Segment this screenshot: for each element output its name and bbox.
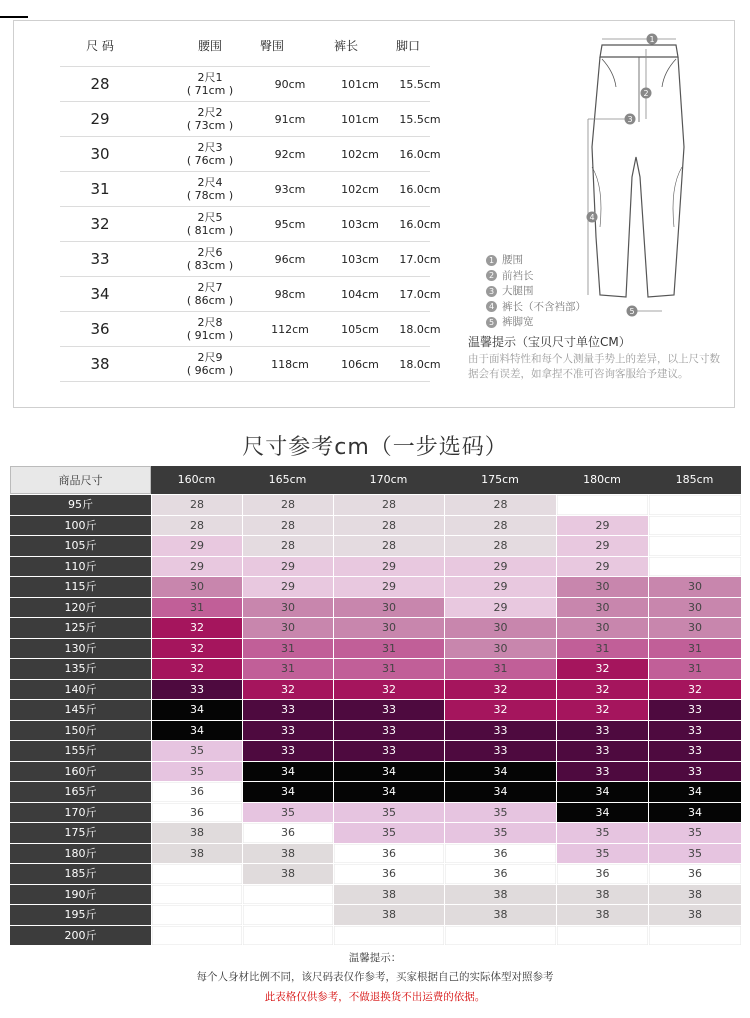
header-hem: 脚口 bbox=[395, 39, 420, 53]
size-cell: 35 bbox=[557, 844, 648, 864]
svg-text:2: 2 bbox=[643, 89, 649, 98]
size-cell: 34 bbox=[152, 721, 242, 741]
hip-cell: 95cm bbox=[274, 218, 306, 231]
weight-row bbox=[10, 762, 740, 783]
size-cell: 31 bbox=[334, 639, 444, 659]
svg-text:4: 4 bbox=[589, 213, 595, 222]
waist-cm: ( 76cm ) bbox=[186, 154, 234, 167]
waist-chi: 2尺3 bbox=[197, 141, 223, 154]
footer-disclaimer: 此表格仅供参考，不做退换货不出运费的依据。 bbox=[264, 991, 486, 1003]
size-cell: 28 bbox=[445, 495, 556, 515]
weight-label: 180斤 bbox=[10, 844, 151, 864]
size-cell: 34 bbox=[649, 782, 741, 802]
size-cell bbox=[152, 864, 242, 884]
header-size: 尺 码 bbox=[86, 39, 114, 53]
size-cell: 32 bbox=[445, 700, 556, 720]
size-cell: 35 bbox=[243, 803, 333, 823]
waist-cm: ( 78cm ) bbox=[186, 189, 234, 202]
hem-cell: 15.5cm bbox=[399, 113, 441, 126]
weight-label: 150斤 bbox=[10, 721, 151, 741]
size-cell: 29 bbox=[557, 536, 648, 556]
size-cell: 31 bbox=[334, 659, 444, 679]
weight-row bbox=[10, 885, 740, 906]
size-cell bbox=[152, 885, 242, 905]
size-cell bbox=[649, 495, 741, 515]
waist-cell bbox=[170, 351, 250, 377]
size-cell: 30 bbox=[649, 577, 741, 597]
size-cell: 33 bbox=[334, 721, 444, 741]
size-cell: 35 bbox=[445, 823, 556, 843]
size-cell: 33 bbox=[557, 762, 648, 782]
size-cell: 34 bbox=[649, 803, 741, 823]
size-cell bbox=[649, 516, 741, 536]
height-column-header: 180cm bbox=[556, 466, 648, 494]
reference-title: 尺寸参考cm（一步选码） bbox=[242, 435, 508, 460]
hip-cell: 91cm bbox=[274, 113, 306, 126]
waist-cm: ( 96cm ) bbox=[186, 364, 234, 377]
size-table-header bbox=[60, 31, 430, 67]
size-table-row bbox=[60, 137, 441, 172]
size-cell: 29 bbox=[445, 598, 556, 618]
size-cell: 28 bbox=[334, 516, 444, 536]
weight-row bbox=[10, 536, 740, 557]
size-cell: 29 bbox=[152, 536, 242, 556]
weight-row bbox=[10, 803, 740, 824]
weight-label: 135斤 bbox=[10, 659, 151, 679]
waist-cell bbox=[170, 316, 250, 342]
size-cell: 29 bbox=[334, 577, 444, 597]
weight-label: 140斤 bbox=[10, 680, 151, 700]
size-cell: 32 bbox=[557, 680, 648, 700]
size-cell: 38 bbox=[243, 864, 333, 884]
weight-row bbox=[10, 557, 740, 578]
size-cell bbox=[152, 905, 242, 925]
hem-cell: 18.0cm bbox=[399, 358, 441, 371]
size-cell: 30 bbox=[334, 618, 444, 638]
legend-item: 4 裤长（不含裆部） bbox=[486, 300, 586, 316]
tip-title: 温馨提示（宝贝尺寸单位CM） bbox=[468, 335, 631, 349]
size-cell: 32 bbox=[152, 618, 242, 638]
size-table-row bbox=[60, 242, 441, 277]
size-cell bbox=[334, 926, 444, 946]
footer-tip-title: 温馨提示： bbox=[348, 952, 402, 964]
tip-body: 由于面料特性和每个人测量手势上的差异，以上尺寸数据会有误差，如拿捏不准可咨询客服给予建议。 bbox=[468, 353, 720, 380]
length-cell: 101cm bbox=[341, 113, 379, 126]
length-cell: 102cm bbox=[341, 183, 379, 196]
size-chart-panel bbox=[13, 20, 735, 408]
weight-label: 190斤 bbox=[10, 885, 151, 905]
size-cell: 31 bbox=[152, 598, 242, 618]
size-cell: 33 bbox=[243, 741, 333, 761]
size-cell: 31 bbox=[649, 639, 741, 659]
weight-label: 175斤 bbox=[10, 823, 151, 843]
divider bbox=[60, 381, 430, 382]
size-cell bbox=[649, 536, 741, 556]
size-table-row bbox=[60, 347, 441, 382]
weight-row bbox=[10, 864, 740, 885]
size-cell: 29 bbox=[334, 557, 444, 577]
length-cell: 103cm bbox=[341, 253, 379, 266]
waist-cm: ( 73cm ) bbox=[186, 119, 234, 132]
waist-chi: 2尺5 bbox=[197, 211, 223, 224]
waist-chi: 2尺1 bbox=[197, 71, 223, 84]
size-cell bbox=[243, 926, 333, 946]
waist-cm: ( 91cm ) bbox=[186, 329, 234, 342]
size-cell: 36 bbox=[445, 864, 556, 884]
size-table-row bbox=[60, 102, 441, 137]
size-cell bbox=[152, 926, 242, 946]
weight-row bbox=[10, 700, 740, 721]
size-cell: 36 bbox=[152, 803, 242, 823]
legend-item: 3 大腿围 bbox=[486, 284, 586, 300]
length-cell: 103cm bbox=[341, 218, 379, 231]
waist-cell bbox=[170, 281, 250, 307]
size-cell: 33 bbox=[243, 721, 333, 741]
hem-cell: 16.0cm bbox=[399, 183, 441, 196]
weight-row bbox=[10, 618, 740, 639]
size-cell: 38 bbox=[445, 885, 556, 905]
size-cell: 34 bbox=[152, 700, 242, 720]
size-cell bbox=[649, 926, 741, 946]
weight-row bbox=[10, 659, 740, 680]
size-cell: 33 bbox=[649, 700, 741, 720]
size-cell: 38 bbox=[152, 823, 242, 843]
size-cell: 32 bbox=[445, 680, 556, 700]
size-cell: 34 bbox=[90, 285, 110, 303]
size-cell: 29 bbox=[557, 516, 648, 536]
size-cell: 28 bbox=[243, 495, 333, 515]
size-cell: 33 bbox=[243, 700, 333, 720]
size-cell: 33 bbox=[152, 680, 242, 700]
size-table-row bbox=[60, 277, 441, 312]
waist-chi: 2尺6 bbox=[197, 246, 223, 259]
length-cell: 101cm bbox=[341, 78, 379, 91]
weight-row bbox=[10, 905, 740, 926]
pants-diagram bbox=[574, 27, 694, 327]
size-cell: 38 bbox=[152, 844, 242, 864]
size-cell: 28 bbox=[334, 536, 444, 556]
size-cell: 30 bbox=[445, 639, 556, 659]
size-cell: 36 bbox=[152, 782, 242, 802]
size-cell bbox=[243, 885, 333, 905]
waist-cell bbox=[170, 176, 250, 202]
weight-row bbox=[10, 926, 740, 947]
hem-cell: 15.5cm bbox=[399, 78, 441, 91]
weight-row bbox=[10, 495, 740, 516]
svg-text:3: 3 bbox=[627, 115, 633, 124]
hip-cell: 98cm bbox=[274, 288, 306, 301]
weight-label: 130斤 bbox=[10, 639, 151, 659]
legend-item: 2 前裆长 bbox=[486, 269, 586, 285]
size-cell: 29 bbox=[445, 557, 556, 577]
size-cell: 36 bbox=[649, 864, 741, 884]
legend-item: 5 裤脚宽 bbox=[486, 315, 586, 331]
size-cell: 38 bbox=[445, 905, 556, 925]
size-cell: 33 bbox=[445, 741, 556, 761]
waist-chi: 2尺8 bbox=[197, 316, 223, 329]
size-cell: 29 bbox=[243, 557, 333, 577]
size-cell: 30 bbox=[334, 598, 444, 618]
size-cell: 30 bbox=[152, 577, 242, 597]
size-cell: 38 bbox=[243, 844, 333, 864]
size-cell: 28 bbox=[445, 536, 556, 556]
size-cell: 35 bbox=[334, 803, 444, 823]
waist-cm: ( 86cm ) bbox=[186, 294, 234, 307]
size-cell: 28 bbox=[90, 75, 110, 93]
size-cell bbox=[649, 557, 741, 577]
hem-cell: 18.0cm bbox=[399, 323, 441, 336]
size-cell: 33 bbox=[649, 721, 741, 741]
size-cell: 35 bbox=[334, 823, 444, 843]
length-cell: 106cm bbox=[341, 358, 379, 371]
size-cell: 36 bbox=[334, 864, 444, 884]
hip-cell: 90cm bbox=[274, 78, 306, 91]
weight-label: 165斤 bbox=[10, 782, 151, 802]
waist-chi: 2尺2 bbox=[197, 106, 223, 119]
header-length: 裤长 bbox=[333, 39, 358, 53]
size-cell: 29 bbox=[243, 577, 333, 597]
size-cell: 30 bbox=[649, 618, 741, 638]
size-cell: 32 bbox=[90, 215, 110, 233]
top-rule bbox=[0, 16, 28, 18]
waist-cm: ( 83cm ) bbox=[186, 259, 234, 272]
waist-cell bbox=[170, 106, 250, 132]
hem-cell: 17.0cm bbox=[399, 253, 441, 266]
length-cell: 104cm bbox=[341, 288, 379, 301]
weight-row bbox=[10, 844, 740, 865]
length-cell: 102cm bbox=[341, 148, 379, 161]
hip-cell: 112cm bbox=[271, 323, 309, 336]
size-cell: 38 bbox=[649, 905, 741, 925]
size-cell: 36 bbox=[243, 823, 333, 843]
weight-row bbox=[10, 577, 740, 598]
size-table-row bbox=[60, 172, 441, 207]
size-cell: 34 bbox=[243, 762, 333, 782]
waist-chi: 2尺4 bbox=[197, 176, 223, 189]
height-column-header: 165cm bbox=[242, 466, 333, 494]
size-cell: 38 bbox=[649, 885, 741, 905]
hem-cell: 17.0cm bbox=[399, 288, 441, 301]
weight-label: 145斤 bbox=[10, 700, 151, 720]
weight-row bbox=[10, 721, 740, 742]
size-cell: 28 bbox=[243, 536, 333, 556]
size-cell: 35 bbox=[557, 823, 648, 843]
header-waist: 腰围 bbox=[197, 39, 222, 53]
size-cell bbox=[445, 926, 556, 946]
waist-chi: 2尺9 bbox=[197, 351, 223, 364]
weight-label: 160斤 bbox=[10, 762, 151, 782]
hem-cell: 16.0cm bbox=[399, 148, 441, 161]
size-table-row bbox=[60, 312, 441, 347]
weight-label: 155斤 bbox=[10, 741, 151, 761]
size-table-row bbox=[60, 67, 441, 102]
size-cell: 36 bbox=[334, 844, 444, 864]
size-cell: 32 bbox=[243, 680, 333, 700]
size-cell: 32 bbox=[152, 639, 242, 659]
size-table-row bbox=[60, 207, 441, 242]
size-cell: 35 bbox=[445, 803, 556, 823]
hip-cell: 93cm bbox=[274, 183, 306, 196]
svg-text:5: 5 bbox=[629, 307, 635, 316]
size-cell: 28 bbox=[152, 516, 242, 536]
weight-row bbox=[10, 741, 740, 762]
size-cell: 34 bbox=[243, 782, 333, 802]
size-cell: 35 bbox=[152, 741, 242, 761]
weight-label: 200斤 bbox=[10, 926, 151, 946]
waist-cm: ( 71cm ) bbox=[186, 84, 234, 97]
diagram-legend bbox=[486, 253, 586, 331]
size-cell: 34 bbox=[445, 782, 556, 802]
size-cell: 31 bbox=[445, 659, 556, 679]
waist-cell bbox=[170, 141, 250, 167]
size-cell: 28 bbox=[152, 495, 242, 515]
size-cell: 32 bbox=[152, 659, 242, 679]
size-cell: 35 bbox=[649, 823, 741, 843]
size-cell: 30 bbox=[243, 598, 333, 618]
size-cell: 33 bbox=[557, 721, 648, 741]
size-cell: 38 bbox=[334, 905, 444, 925]
size-cell: 34 bbox=[445, 762, 556, 782]
weight-label: 115斤 bbox=[10, 577, 151, 597]
size-cell: 34 bbox=[557, 782, 648, 802]
size-cell: 29 bbox=[90, 110, 110, 128]
size-cell: 32 bbox=[557, 700, 648, 720]
size-cell bbox=[557, 926, 648, 946]
height-column-header: 170cm bbox=[333, 466, 444, 494]
size-cell: 28 bbox=[334, 495, 444, 515]
size-cell: 38 bbox=[90, 355, 110, 373]
waist-cell bbox=[170, 246, 250, 272]
size-cell: 33 bbox=[90, 250, 110, 268]
size-cell bbox=[243, 905, 333, 925]
size-cell: 30 bbox=[445, 618, 556, 638]
size-cell: 33 bbox=[649, 741, 741, 761]
size-cell: 32 bbox=[557, 659, 648, 679]
size-cell: 29 bbox=[152, 557, 242, 577]
weight-row bbox=[10, 782, 740, 803]
size-cell: 32 bbox=[334, 680, 444, 700]
size-cell: 33 bbox=[334, 700, 444, 720]
size-cell: 33 bbox=[334, 741, 444, 761]
waist-cm: ( 81cm ) bbox=[186, 224, 234, 237]
weight-label: 125斤 bbox=[10, 618, 151, 638]
size-cell: 28 bbox=[445, 516, 556, 536]
size-cell: 34 bbox=[334, 782, 444, 802]
weight-label: 100斤 bbox=[10, 516, 151, 536]
weight-label: 120斤 bbox=[10, 598, 151, 618]
size-cell bbox=[557, 495, 648, 515]
size-cell: 36 bbox=[90, 320, 110, 338]
size-cell: 36 bbox=[445, 844, 556, 864]
weight-row bbox=[10, 823, 740, 844]
svg-text:1: 1 bbox=[649, 35, 655, 44]
hem-cell: 16.0cm bbox=[399, 218, 441, 231]
weight-row bbox=[10, 598, 740, 619]
hip-cell: 118cm bbox=[271, 358, 309, 371]
height-column-header: 160cm bbox=[151, 466, 242, 494]
size-cell: 38 bbox=[557, 885, 648, 905]
waist-chi: 2尺7 bbox=[197, 281, 223, 294]
waist-cell bbox=[170, 211, 250, 237]
grid-corner-header: 商品尺寸 bbox=[10, 466, 151, 494]
size-cell: 36 bbox=[557, 864, 648, 884]
footer-tip-text: 每个人身材比例不同，该尺码表仅作参考，买家根据自己的实际体型对照参考 bbox=[196, 971, 554, 983]
size-cell: 28 bbox=[243, 516, 333, 536]
size-cell: 30 bbox=[557, 618, 648, 638]
size-cell: 35 bbox=[152, 762, 242, 782]
size-cell: 31 bbox=[90, 180, 110, 198]
size-cell: 34 bbox=[334, 762, 444, 782]
size-cell: 31 bbox=[649, 659, 741, 679]
length-cell: 105cm bbox=[341, 323, 379, 336]
size-cell: 31 bbox=[243, 639, 333, 659]
height-column-header: 175cm bbox=[444, 466, 556, 494]
size-cell: 29 bbox=[445, 577, 556, 597]
size-cell: 33 bbox=[557, 741, 648, 761]
size-cell: 34 bbox=[557, 803, 648, 823]
size-cell: 32 bbox=[649, 680, 741, 700]
weight-row bbox=[10, 639, 740, 660]
size-cell: 35 bbox=[649, 844, 741, 864]
weight-label: 105斤 bbox=[10, 536, 151, 556]
size-cell: 30 bbox=[90, 145, 110, 163]
size-cell: 38 bbox=[557, 905, 648, 925]
hip-cell: 92cm bbox=[274, 148, 306, 161]
size-cell: 33 bbox=[445, 721, 556, 741]
weight-label: 110斤 bbox=[10, 557, 151, 577]
legend-item: 1 腰围 bbox=[486, 253, 586, 269]
size-cell: 30 bbox=[557, 577, 648, 597]
header-hip: 臀围 bbox=[259, 39, 284, 53]
weight-row bbox=[10, 516, 740, 537]
size-cell: 29 bbox=[557, 557, 648, 577]
hip-cell: 96cm bbox=[274, 253, 306, 266]
weight-label: 170斤 bbox=[10, 803, 151, 823]
size-cell: 30 bbox=[243, 618, 333, 638]
weight-row bbox=[10, 680, 740, 701]
size-cell: 30 bbox=[649, 598, 741, 618]
weight-label: 195斤 bbox=[10, 905, 151, 925]
size-cell: 33 bbox=[649, 762, 741, 782]
size-cell: 38 bbox=[334, 885, 444, 905]
size-cell: 30 bbox=[557, 598, 648, 618]
size-cell: 31 bbox=[243, 659, 333, 679]
size-cell: 31 bbox=[557, 639, 648, 659]
waist-cell bbox=[170, 71, 250, 97]
weight-label: 95斤 bbox=[10, 495, 151, 515]
weight-label: 185斤 bbox=[10, 864, 151, 884]
height-column-header: 185cm bbox=[648, 466, 741, 494]
